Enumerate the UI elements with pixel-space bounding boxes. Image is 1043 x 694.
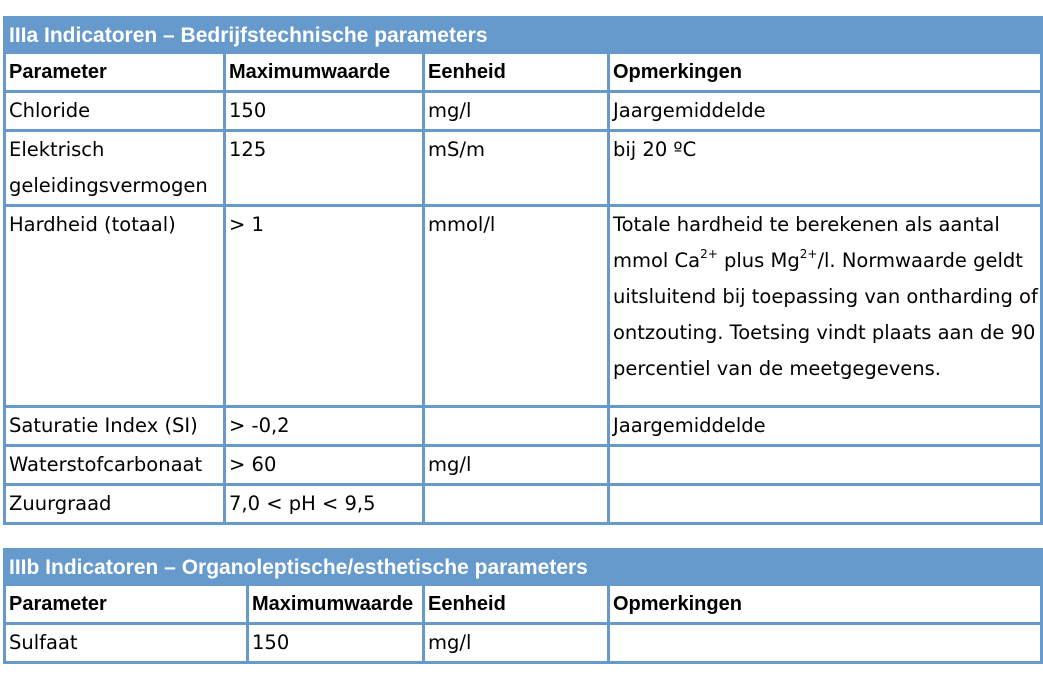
remarks-text-part2: plus Mg xyxy=(717,249,800,272)
table-row xyxy=(5,624,1042,663)
cell-parameter: Sulfaat xyxy=(5,624,248,663)
remarks-text-part1: Totale hardheid te berekenen als aantal mmol Ca xyxy=(613,213,1000,272)
superscript-charge: 2+ xyxy=(799,246,818,261)
table-row xyxy=(5,92,1042,131)
cell-maximumwaarde: 150 xyxy=(248,624,424,663)
header-opmerkingen: Opmerkingen xyxy=(609,53,1042,92)
cell-parameter: Zuurgraad xyxy=(5,485,225,524)
header-opmerkingen: Opmerkingen xyxy=(609,585,1042,624)
cell-maximumwaarde: > -0,2 xyxy=(225,407,424,446)
cell-opmerkingen xyxy=(609,485,1042,524)
cell-eenheid: mg/l xyxy=(424,446,609,485)
superscript-charge: 2+ xyxy=(700,246,718,261)
cell-parameter: Waterstofcarbonaat xyxy=(5,446,225,485)
header-parameter: Parameter xyxy=(5,53,225,92)
section-title: IIIb Indicatoren – Organoleptische/esthetische parameters xyxy=(5,550,1042,585)
column-header-row xyxy=(5,53,1042,92)
cell-opmerkingen xyxy=(609,446,1042,485)
cell-opmerkingen: bij 20 ºC xyxy=(609,131,1042,206)
indicator-table-bedrijfstechnisch xyxy=(3,16,1043,525)
cell-maximumwaarde: 125 xyxy=(225,131,424,206)
header-parameter: Parameter xyxy=(5,585,248,624)
cell-opmerkingen: Jaargemiddelde xyxy=(609,407,1042,446)
section-title: IIIa Indicatoren – Bedrijfstechnische parameters xyxy=(5,18,1042,53)
section-header-row xyxy=(5,550,1042,585)
header-maximumwaarde: Maximumwaarde xyxy=(225,53,424,92)
cell-parameter: Saturatie Index (SI) xyxy=(5,407,225,446)
cell-eenheid: mg/l xyxy=(424,624,609,663)
section-header-row xyxy=(5,18,1042,53)
cell-opmerkingen xyxy=(609,624,1042,663)
cell-eenheid: mmol/l xyxy=(424,206,609,407)
cell-parameter: Elektrisch geleidingsvermogen xyxy=(5,131,225,206)
cell-eenheid: mS/m xyxy=(424,131,609,206)
cell-opmerkingen xyxy=(609,206,1042,407)
header-maximumwaarde: Maximumwaarde xyxy=(248,585,424,624)
cell-opmerkingen: Jaargemiddelde xyxy=(609,92,1042,131)
cell-eenheid xyxy=(424,407,609,446)
cell-eenheid xyxy=(424,485,609,524)
cell-parameter: Hardheid (totaal) xyxy=(5,206,225,407)
table-row xyxy=(5,206,1042,407)
remarks-text-part3: /l. Normwaarde geldt uitsluitend bij toepassing van ontharding of ontzouting. Toetsing vindt plaats aan de 90 percentiel van de meetgegevens. xyxy=(613,249,1038,380)
header-eenheid: Eenheid xyxy=(424,585,609,624)
table-row xyxy=(5,407,1042,446)
column-header-row xyxy=(5,585,1042,624)
cell-maximumwaarde: > 60 xyxy=(225,446,424,485)
cell-maximumwaarde: 7,0 < pH < 9,5 xyxy=(225,485,424,524)
header-eenheid: Eenheid xyxy=(424,53,609,92)
cell-parameter: Chloride xyxy=(5,92,225,131)
cell-maximumwaarde: > 1 xyxy=(225,206,424,407)
table-row xyxy=(5,446,1042,485)
table-row xyxy=(5,131,1042,206)
indicator-table-organoleptisch xyxy=(3,548,1043,664)
cell-maximumwaarde: 150 xyxy=(225,92,424,131)
table-row xyxy=(5,485,1042,524)
cell-eenheid: mg/l xyxy=(424,92,609,131)
